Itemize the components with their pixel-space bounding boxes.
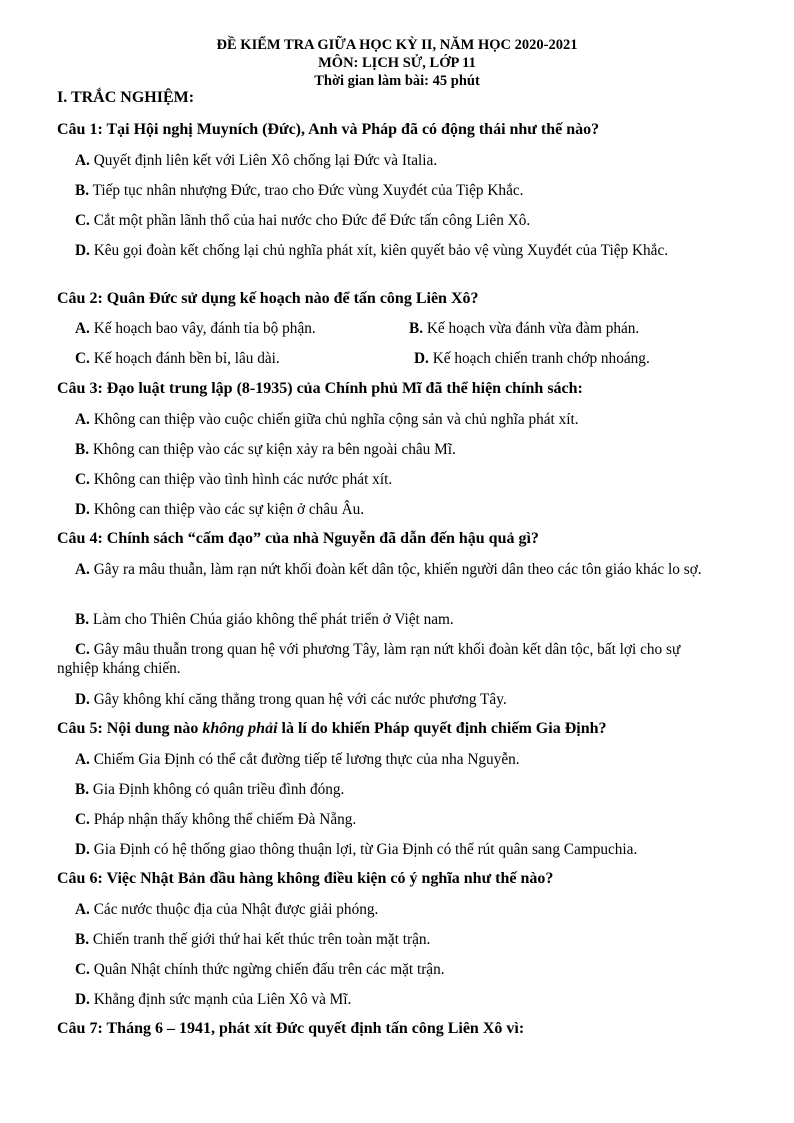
exam-duration: Thời gian làm bài: 45 phút [314,73,480,89]
question-title: Câu 2: Quân Đức sử dụng kế hoạch nào để tấn công Liên Xô? [57,290,479,307]
option-letter: B. [75,611,90,628]
question-title: Câu 7: Tháng 6 – 1941, phát xít Đức quyết định tấn công Liên Xô vì: [57,1020,525,1037]
option-letter: C. [75,471,90,488]
option-text: Gây ra mâu thuẫn, làm rạn nứt khối đoàn kết dân tộc, khiến người dân theo các tôn giáo khác lo sợ. [89,561,702,578]
option-text: Cắt một phần lãnh thổ của hai nước cho Đức để Đức tấn công Liên Xô. [89,212,531,229]
answer-option [57,780,723,799]
answer-option [57,241,723,260]
answer-option [414,350,650,368]
answer-option [409,320,639,338]
option-text: Kế hoạch chiến tranh chớp nhoáng. [428,350,650,367]
option-text: Khẳng định sức mạnh của Liên Xô và Mĩ. [89,991,352,1008]
option-letter: D. [75,242,90,259]
option-text: Làm cho Thiên Chúa giáo không thể phát triển ở Việt nam. [89,611,454,628]
option-letter: B. [75,781,90,798]
option-text: Không can thiệp vào tình hình các nước phát xít. [89,471,393,488]
option-text: Gây không khí căng thẳng trong quan hệ với các nước phương Tây. [89,691,507,708]
option-letter: B. [75,931,90,948]
option-letter: C. [75,350,90,367]
answer-option [57,960,723,979]
option-letter: A. [75,561,90,578]
option-letter: D. [75,841,90,858]
answer-option [57,810,723,829]
question-title: Câu 3: Đạo luật trung lập (8-1935) của Chính phủ Mĩ đã thể hiện chính sách: [57,380,583,397]
answer-option [57,990,723,1009]
answer-option [57,610,723,629]
option-letter: D. [75,691,90,708]
exam-header [0,36,794,90]
answer-option [57,640,723,678]
option-text: Kế hoạch đánh bền bỉ, lâu dài. [89,350,280,367]
answer-option [75,350,280,368]
option-text: Không can thiệp vào các sự kiện xảy ra bên ngoài châu Mĩ. [89,441,456,458]
section-title: I. TRẮC NGHIỆM: [57,89,195,106]
option-letter: B. [75,182,90,199]
answer-option [75,320,316,338]
option-letter: C. [75,212,90,229]
option-letter: A. [75,320,90,337]
option-text: Gia Định có hệ thống giao thông thuận lợi, từ Gia Định có thể rút quân sang Campuchia. [89,841,638,858]
option-text: Quân Nhật chính thức ngừng chiến đấu trên các mặt trận. [89,961,445,978]
option-text: Chiếm Gia Định có thể cắt đường tiếp tế lương thực của nha Nguyễn. [89,751,520,768]
option-letter: C. [75,811,90,828]
answer-option [57,690,723,709]
option-letter: D. [75,991,90,1008]
emphasis-text: không phải [202,720,278,737]
option-text: Kế hoạch vừa đánh vừa đàm phán. [423,320,640,337]
option-letter: A. [75,152,90,169]
option-text: Pháp nhận thấy không thể chiếm Đà Nẵng. [89,811,357,828]
option-letter: D. [75,501,90,518]
answer-option [57,900,723,919]
option-text: Gia Định không có quân triều đình đóng. [89,781,345,798]
question-title: Câu 4: Chính sách “cấm đạo” của nhà Nguyễn đã dẫn đến hậu quả gì? [57,530,539,547]
exam-title: ĐỀ KIỂM TRA GIỮA HỌC KỲ II, NĂM HỌC 2020-2021 [216,37,578,53]
question-title: Câu 6: Việc Nhật Bản đầu hàng không điều kiện có ý nghĩa như thế nào? [57,870,554,887]
answer-option [57,930,723,949]
answer-option [57,181,723,200]
option-text: Không can thiệp vào cuộc chiến giữa chủ nghĩa cộng sản và chủ nghĩa phát xít. [89,411,579,428]
option-letter: A. [75,901,90,918]
answer-option [57,211,723,230]
answer-option [57,440,723,459]
option-text: Kế hoạch bao vây, đánh tỉa bộ phận. [89,320,316,337]
answer-option [57,500,723,519]
option-letter: B. [409,320,424,337]
option-letter: A. [75,411,90,428]
option-text: Không can thiệp vào các sự kiện ở châu Âu. [89,501,365,518]
option-letter: B. [75,441,90,458]
answer-option [57,750,723,769]
answer-option [57,840,737,859]
option-text: Tiếp tục nhân nhượng Đức, trao cho Đức vùng Xuyđét của Tiệp Khắc. [89,182,524,199]
option-text: Kêu gọi đoàn kết chống lại chủ nghĩa phát xít, kiên quyết bảo vệ vùng Xuyđét của Tiệp Khắc. [89,242,669,259]
answer-option [57,151,723,170]
option-text: Quyết định liên kết với Liên Xô chống lại Đức và Italia. [89,152,438,169]
option-text: Chiến tranh thế giới thứ hai kết thúc trên toàn mặt trận. [89,931,431,948]
answer-option [57,470,723,489]
option-letter: D. [414,350,429,367]
option-letter: A. [75,751,90,768]
exam-subject: MÔN: LỊCH SỬ, LỚP 11 [318,55,476,71]
option-text: Gây mâu thuẫn trong quan hệ với phương Tây, làm rạn nứt khối đoàn kết dân tộc, bất lợi cho sự nghiệp kháng chiến. [57,641,681,677]
option-letter: C. [75,641,90,658]
question-title: Câu 1: Tại Hội nghị Muyních (Đức), Anh và Pháp đã có động thái như thế nào? [57,121,600,138]
option-text: Các nước thuộc địa của Nhật được giải phóng. [89,901,379,918]
option-letter: C. [75,961,90,978]
answer-option [57,410,723,429]
question-title: Câu 5: Nội dung nào không phải là lí do khiến Pháp quyết định chiếm Gia Định? [57,720,607,737]
answer-option [57,560,723,579]
